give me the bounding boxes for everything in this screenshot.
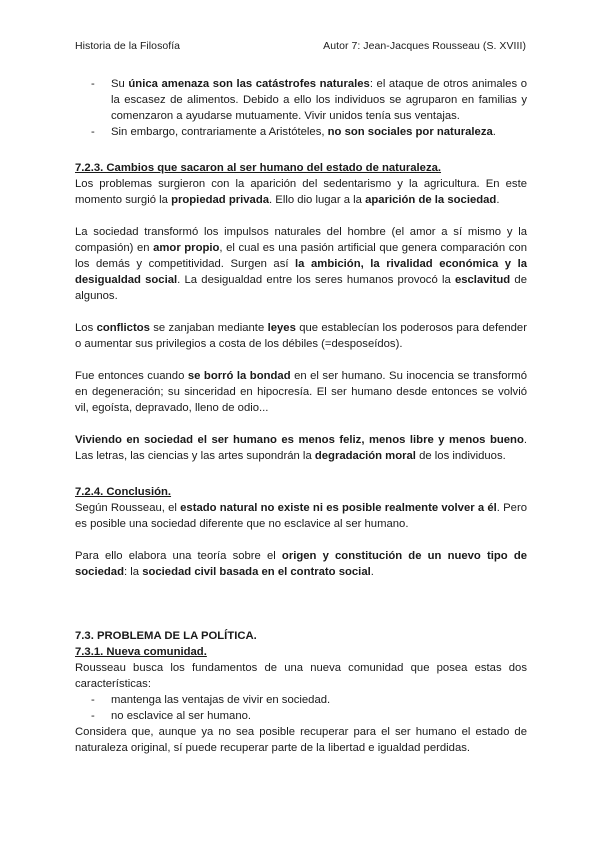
page-header	[75, 40, 526, 52]
list-item: - Sin embargo, contrariamente a Aristóteles, no son sociales por naturaleza.	[91, 126, 496, 138]
paragraph: Viviendo en sociedad el ser humano es menos feliz, menos libre y menos bueno. Las letras, las ciencias y las artes supondrán la degradación moral de los individuos.	[75, 434, 527, 462]
bullet-dash: -	[91, 694, 95, 706]
paragraph: Los problemas surgieron con la aparición del sedentarismo y la agricultura. En este momento surgió la propiedad privada. Ello dio lugar a la aparición de la sociedad.	[75, 178, 527, 206]
paragraph: Rousseau busca los fundamentos de una nueva comunidad que posea estas dos características:	[75, 662, 527, 690]
page-body	[75, 76, 527, 756]
emphasis: no son sociales por naturaleza	[327, 126, 493, 138]
section-subheading-7-3-1: 7.3.1. Nueva comunidad.	[75, 646, 207, 658]
paragraph: Para ello elabora una teoría sobre el origen y constitución de un nuevo tipo de sociedad: la sociedad civil basada en el contrato social.	[75, 550, 527, 578]
paragraph: Según Rousseau, el estado natural no existe ni es posible realmente volver a él. Pero es posible una sociedad diferente que no esclavice al ser humano.	[75, 502, 528, 530]
list-item: - mantenga las ventajas de vivir en sociedad.	[91, 694, 331, 706]
bullet-dash: -	[91, 78, 95, 90]
bullet-list-top	[75, 76, 527, 140]
bullet-dash: -	[91, 126, 95, 138]
header-course-title: Historia de la Filosofía	[75, 40, 181, 52]
paragraph: Los conflictos se zanjaban mediante leyes que establecían los poderosos para defender o aumentar sus privilegios a costa de los débiles (=desposeídos).	[75, 322, 527, 350]
section-heading-7-2-4: 7.2.4. Conclusión.	[75, 486, 172, 498]
bullet-dash: -	[91, 710, 95, 722]
section-heading-7-2-3: 7.2.3. Cambios que sacaron al ser humano del estado de naturaleza.	[75, 162, 442, 174]
list-item: - Su única amenaza son las catástrofes naturales: el ataque de otros animales o la escasez de alimentos. Debido a ello los individuos se agruparon en familias y comenzaron a ayudarse mutuamente. Vivir unidos tenía sus ventajas.	[91, 78, 527, 122]
paragraph: La sociedad transformó los impulsos naturales del hombre (el amor a sí mismo y la compasión) en amor propio, el cual es una pasión artificial que genera comparación con los demás y competitividad. Surgen así la ambición, la rivalidad económica y la desigualdad social. La desigualdad entre los seres humanos provocó la esclavitud de algunos.	[75, 226, 527, 302]
bullet-list-characteristics	[75, 692, 527, 724]
paragraph: Fue entonces cuando se borró la bondad en el ser humano. Su inocencia se transformó en degeneración; su sinceridad en hipocresía. El ser humano desde entonces se volvió vil, egoísta, depravado, lleno de odio...	[75, 370, 527, 414]
paragraph: Considera que, aunque ya no sea posible recuperar para el ser humano el estado de naturaleza original, sí puede recuperar parte de la libertad e igualdad perdidas.	[75, 726, 527, 754]
emphasis: única amenaza son las catástrofes naturales	[128, 78, 370, 90]
list-item: - no esclavice al ser humano.	[91, 710, 252, 722]
header-author-title: Autor 7: Jean-Jacques Rousseau (S. XVIII)	[323, 40, 526, 52]
section-heading-7-3: 7.3. PROBLEMA DE LA POLÍTICA.	[75, 630, 257, 642]
